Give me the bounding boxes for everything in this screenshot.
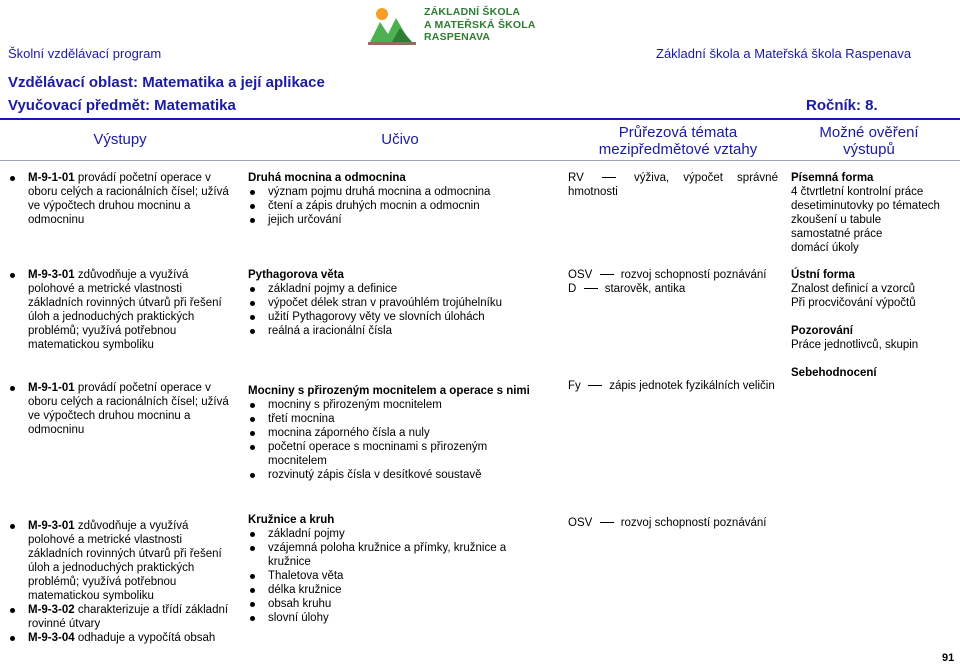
dash	[600, 522, 614, 523]
output-text: zdůvodňuje a využívá polohové a metrické vlastnosti základních rovinných útvarů při řešení úloh a jednoduchých praktických problémů; využívá potřebnou matematickou symboliku	[28, 520, 222, 602]
output-code: M-9-1-01	[28, 172, 75, 184]
verification-line: 4 čtvrtletní kontrolní práce	[791, 186, 924, 198]
output-text: odhaduje a vypočítá obsah	[74, 632, 216, 644]
education-area: Vzdělávací oblast: Matematika a její aplikace	[8, 74, 325, 91]
outputs-list	[8, 171, 230, 227]
curriculum-item: početní operace s mocninami s přirozeným mocnitelem	[248, 440, 516, 468]
cross-topic	[568, 268, 778, 296]
curriculum-topic: Pythagorova věta	[248, 269, 344, 281]
verification-block	[791, 268, 956, 352]
verification-title: Sebehodnocení	[791, 367, 877, 379]
cross-topic-code: RV	[568, 172, 584, 184]
curriculum-items	[248, 527, 518, 625]
curriculum-block	[248, 171, 548, 227]
outputs-list	[8, 519, 230, 645]
cross-topic-text: výživa, výpočet správné hmotnosti	[568, 172, 778, 198]
output-code: M-9-3-01	[28, 520, 75, 532]
verification-line: Práce jednotlivců, skupin	[791, 339, 919, 351]
dash	[600, 274, 614, 275]
column-header-line: Průřezová témata	[618, 124, 738, 141]
curriculum-item: základní pojmy	[248, 527, 518, 541]
curriculum-items	[248, 398, 516, 482]
curriculum-item: jejich určování	[248, 213, 548, 227]
column-header-verification	[784, 124, 954, 158]
output-text: charakterizuje a třídí základní rovinné útvary	[28, 604, 229, 630]
curriculum-item: třetí mocnina	[248, 412, 516, 426]
cross-topic-code: Fy	[568, 380, 581, 392]
cross-topic-code: OSV	[568, 517, 593, 529]
curriculum-item: čtení a zápis druhých mocnin a odmocnin	[248, 199, 548, 213]
curriculum-block	[248, 268, 548, 338]
subject-title: Vyučovací předmět: Matematika	[8, 97, 236, 114]
output-code: M-9-3-02	[28, 604, 75, 616]
column-header-line: Možné ověření	[819, 124, 919, 141]
curriculum-block	[248, 513, 538, 625]
verification-line: samostatné práce	[791, 228, 883, 240]
grade-label: Ročník: 8.	[806, 97, 878, 114]
cross-topic-text: starověk, antika	[604, 283, 686, 295]
output-code: M-9-1-01	[28, 382, 75, 394]
cross-topic-code: OSV	[568, 269, 593, 281]
curriculum-item: výpočet délek stran v pravoúhlém trojúhelníku	[248, 296, 548, 310]
verification-line: Znalost definicí a vzorců	[791, 283, 916, 295]
output-item	[8, 519, 230, 603]
output-item	[8, 603, 230, 631]
verification-title: Písemná forma	[791, 172, 874, 184]
curriculum-item: Thaletova věta	[248, 569, 518, 583]
cross-topic	[568, 379, 788, 393]
verification-title: Ústní forma	[791, 269, 855, 281]
curriculum-topic: Kružnice a kruh	[248, 514, 335, 526]
curriculum-item: význam pojmu druhá mocnina a odmocnina	[248, 185, 548, 199]
school-logo	[366, 4, 536, 48]
outputs-list	[8, 381, 230, 437]
header-divider	[0, 118, 960, 120]
output-item	[8, 268, 230, 352]
output-text: provádí početní operace v oboru celých a racionálních čísel; užívá ve výpočtech druhou mocninu a odmocninu	[28, 382, 229, 436]
column-header-line: výstupů	[843, 141, 895, 158]
column-header-curriculum: Učivo	[381, 131, 419, 148]
verification-line: desetiminutovky po tématech	[791, 200, 940, 212]
output-item	[8, 171, 230, 227]
program-name: Školní vzdělávací program	[8, 46, 162, 61]
curriculum-item: obsah kruhu	[248, 597, 518, 611]
dash	[584, 288, 598, 289]
cross-topic	[568, 516, 788, 530]
logo-line: RASPENAVA	[424, 31, 491, 43]
school-emblem-icon	[366, 4, 420, 48]
curriculum-item: rozvinutý zápis čísla v desítkové soustavě	[248, 468, 516, 482]
dash	[588, 385, 602, 386]
column-header-outputs: Výstupy	[93, 131, 147, 148]
curriculum-items	[248, 185, 548, 227]
cross-topic-text: rozvoj schopností poznávání	[620, 269, 767, 281]
column-header-cross-topics	[578, 124, 778, 158]
logo-line: A MATEŘSKÁ ŠKOLA	[424, 18, 536, 31]
output-code: M-9-3-04	[28, 632, 75, 644]
curriculum-item: užití Pythagorovy věty ve slovních úlohách	[248, 310, 548, 324]
curriculum-item: vzájemná poloha kružnice a přímky, kružnice a kružnice	[248, 541, 518, 569]
output-item	[8, 381, 230, 437]
verification-block	[791, 366, 956, 380]
cross-topic	[568, 171, 778, 199]
curriculum-item: mocnina záporného čísla a nuly	[248, 426, 516, 440]
school-name: Základní škola a Mateřská škola Raspenava	[656, 46, 912, 61]
page-number: 91	[942, 652, 955, 664]
output-code: M-9-3-01	[28, 269, 75, 281]
cross-topic-text: rozvoj schopností poznávání	[620, 517, 767, 529]
output-text: zdůvodňuje a využívá polohové a metrické vlastnosti základních rovinných útvarů při řešení úloh a jednoduchých praktických problémů; využívá potřebnou matematickou symboliku	[28, 269, 222, 351]
cross-topic-line	[568, 268, 778, 282]
curriculum-topic: Druhá mocnina a odmocnina	[248, 172, 406, 184]
verification-block	[791, 171, 956, 255]
cross-topic-code: D	[568, 283, 577, 295]
curriculum-item: základní pojmy a definice	[248, 282, 548, 296]
curriculum-items	[248, 282, 548, 338]
output-item	[8, 631, 230, 645]
cross-topic-line	[568, 282, 778, 296]
curriculum-item: délka kružnice	[248, 583, 518, 597]
cross-topic-text: zápis jednotek fyzikálních veličin	[609, 380, 775, 392]
verification-title: Pozorování	[791, 325, 853, 337]
outputs-list	[8, 268, 230, 352]
logo-line: ZÁKLADNÍ ŠKOLA	[424, 6, 521, 18]
curriculum-item: slovní úlohy	[248, 611, 518, 625]
output-text: provádí početní operace v oboru celých a racionálních čísel; užívá ve výpočtech druhou mocninu a odmocninu	[28, 172, 229, 226]
verification-line: Při procvičování výpočtů	[791, 297, 916, 309]
curriculum-item: reálná a iracionální čísla	[248, 324, 548, 338]
verification-line: zkoušení u tabule	[791, 214, 882, 226]
curriculum-item: mocniny s přirozeným mocnitelem	[248, 398, 516, 412]
curriculum-topic: Mocniny s přirozeným mocnitelem a operace s nimi	[248, 385, 530, 397]
column-header-line: mezipředmětové vztahy	[598, 141, 758, 158]
table-header-divider	[0, 160, 960, 161]
verification-line: domácí úkoly	[791, 242, 859, 254]
curriculum-block	[248, 384, 548, 482]
dash	[602, 177, 616, 178]
